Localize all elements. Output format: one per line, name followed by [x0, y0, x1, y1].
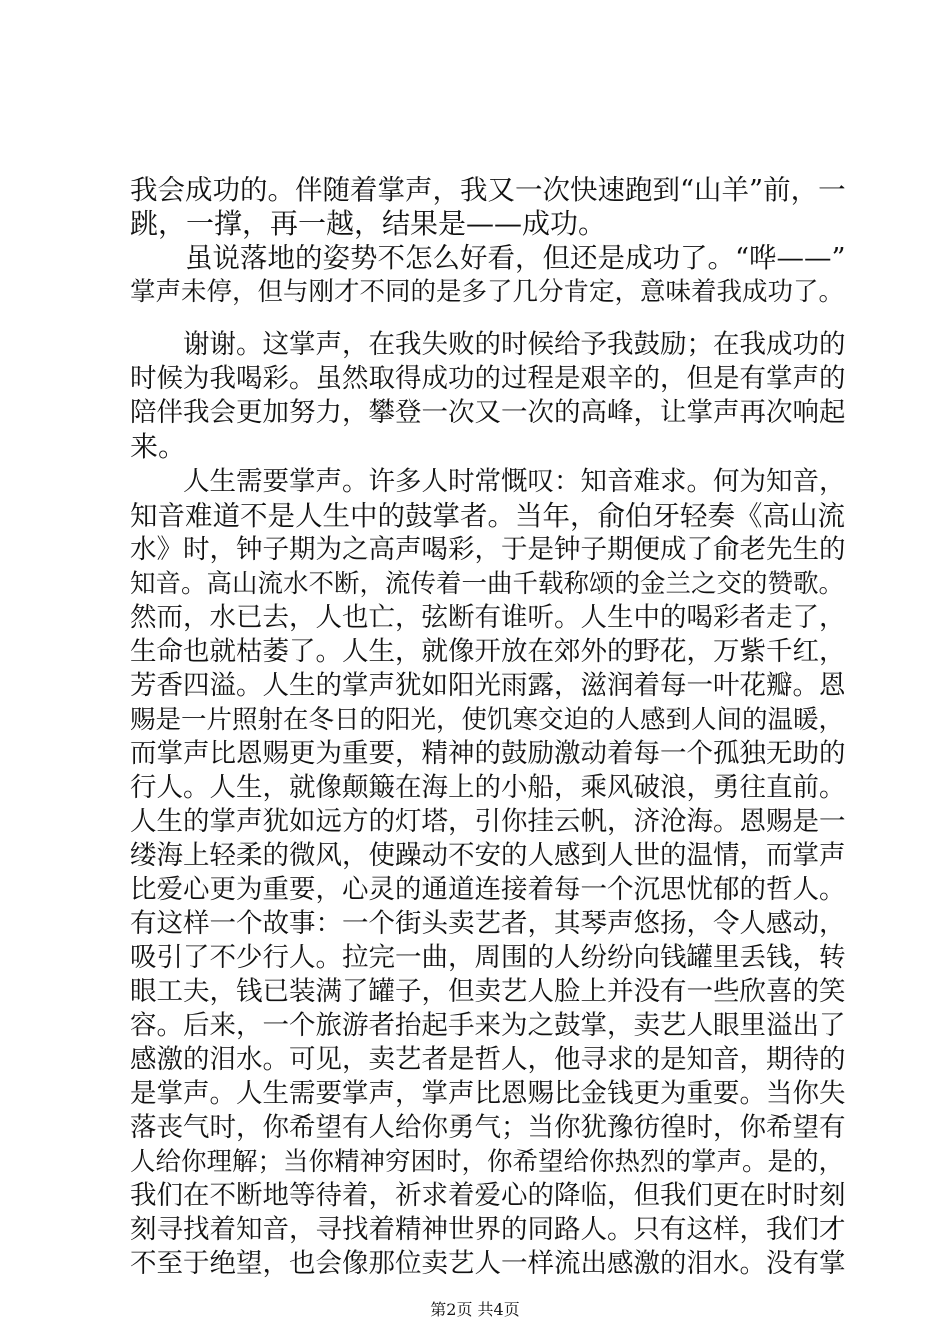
text-line: 知音。高山流水不断，流传着一曲千载称颂的金兰之交的赞歌。: [130, 569, 845, 599]
text-line: 来。: [130, 430, 187, 463]
text-line: 赐是一片照射在冬日的阳光，使饥寒交迫的人感到人间的温暖，: [130, 705, 845, 735]
text-line: 人给你理解；当你精神穷困时，你希望给你热烈的掌声。是的，: [130, 1147, 845, 1177]
text-line: 眼工夫，钱已装满了罐子，但卖艺人脸上并没有一些欣喜的笑: [130, 976, 846, 1007]
text-line: 掌声未停，但与刚才不同的是多了几分肯定，意味着我成功了。: [130, 277, 845, 307]
text-line: 我会成功的。伴随着掌声，我又一次快速跑到“山羊”前，一: [130, 174, 846, 206]
text-line: 是掌声。人生需要掌声，掌声比恩赐比金钱更为重要。当你失: [130, 1078, 846, 1109]
text-line: 人生的掌声犹如远方的灯塔，引你挂云帆，济沧海。恩赐是一: [130, 806, 846, 837]
text-line: 容。后来，一个旅游者抬起手来为之鼓掌，卖艺人眼里溢出了: [130, 1010, 846, 1041]
text-line: 落丧气时，你希望有人给你勇气；当你犹豫彷徨时，你希望有: [130, 1112, 846, 1143]
text-line: 人生需要掌声。许多人时常慨叹：知音难求。何为知音，: [130, 466, 846, 497]
text-line: 时候为我喝彩。虽然取得成功的过程是艰辛的，但是有掌声的: [130, 363, 846, 394]
text-line: 不至于绝望，也会像那位卖艺人一样流出感激的泪水。没有掌: [130, 1248, 846, 1279]
text-line: 行人。人生，就像颠簸在海上的小船，乘风破浪，勇往直前。: [130, 772, 846, 803]
text-line: 然而，水已去，人也亡，弦断有谁听。人生中的喝彩者走了，: [130, 602, 846, 633]
text-line: 陪伴我会更加努力，攀登一次又一次的高峰，让掌声再次响起: [130, 397, 846, 428]
text-line: 我们在不断地等待着，祈求着爱心的降临，但我们更在时时刻: [130, 1180, 846, 1211]
text-line: 缕海上轻柔的微风，使躁动不安的人感到人世的温情，而掌声: [130, 840, 846, 871]
text-line: 跳，一撑，再一越，结果是——成功。: [130, 207, 607, 240]
text-line: 芳香四溢。人生的掌声犹如阳光雨露，滋润着每一叶花瓣。恩: [130, 670, 846, 701]
text-line: 水》时，钟子期为之高声喝彩，于是钟子期便成了俞老先生的: [130, 534, 846, 565]
page-number-footer: 第2页 共4页: [430, 1300, 520, 1319]
text-line: 吸引了不少行人。拉完一曲，周围的人纷纷向钱罐里丢钱，转: [130, 942, 846, 973]
text-line: 虽说落地的姿势不怎么好看，但还是成功了。“哗——”: [130, 242, 846, 274]
text-line: 谢谢。这掌声，在我失败的时候给予我鼓励；在我成功的: [130, 329, 846, 360]
text-line: 知音难道不是人生中的鼓掌者。当年，俞伯牙轻奏《高山流: [130, 500, 845, 532]
text-line: 刻寻找着知音，寻找着精神世界的同路人。只有这样，我们才: [130, 1214, 846, 1245]
text-line: 而掌声比恩赐更为重要，精神的鼓励激动着每一个孤独无助的: [130, 738, 846, 769]
text-line: 感激的泪水。可见，卖艺者是哲人，他寻求的是知音，期待的: [130, 1044, 846, 1075]
text-line: 有这样一个故事：一个街头卖艺者，其琴声悠扬，令人感动，: [130, 908, 846, 939]
text-line: 生命也就枯萎了。人生，就像开放在郊外的野花，万紫千红，: [130, 636, 846, 667]
text-line: 比爱心更为重要，心灵的通道连接着每一个沉思忧郁的哲人。: [130, 874, 846, 905]
